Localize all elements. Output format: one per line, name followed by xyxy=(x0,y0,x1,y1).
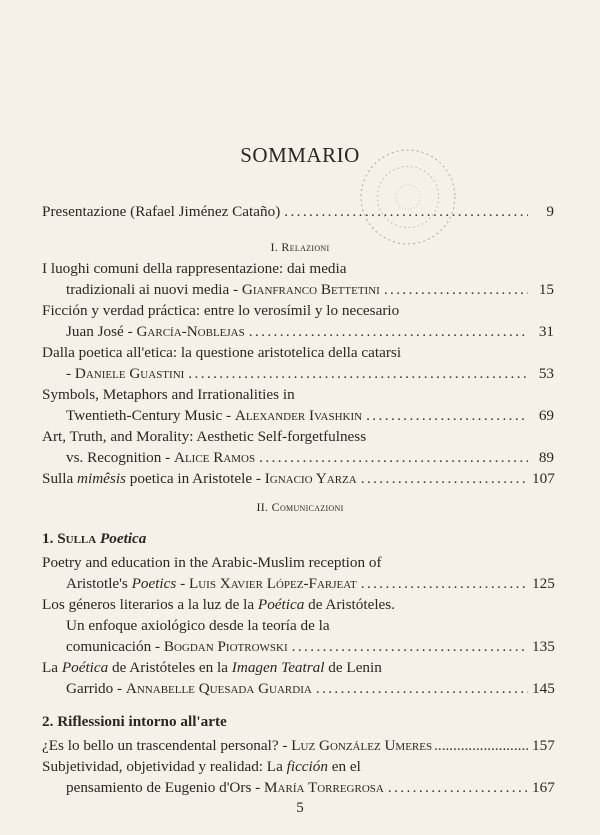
toc-entry-line xyxy=(42,300,554,321)
page-number: 157 xyxy=(532,737,555,754)
page-number: 31 xyxy=(538,323,554,340)
toc-entry-line xyxy=(42,735,554,756)
toc-entry-line xyxy=(42,426,554,447)
subsection-heading-arte: 2. Riflessioni intorno all'arte xyxy=(42,713,227,730)
entry-title: Presentazione (Rafael Jiménez Cataño) xyxy=(42,203,281,220)
toc-entry-line xyxy=(42,468,554,489)
dot-leader xyxy=(249,321,528,342)
dot-leader xyxy=(292,636,528,657)
dot-leader xyxy=(284,201,528,222)
page-number: 145 xyxy=(532,680,555,697)
toc-entry-line xyxy=(66,321,554,342)
entry-author: Alice Ramos xyxy=(174,449,256,466)
dot-leader xyxy=(361,468,528,489)
entry-author: Bogdan Piotrowski xyxy=(163,638,288,655)
toc-entry-line xyxy=(66,636,554,657)
page-folio: 5 xyxy=(296,800,304,816)
entry-title-cont: tradizionali ai nuovi media - Gianfranco Bettetini xyxy=(66,281,380,298)
entry-author: Luis Xavier López-Farjeat xyxy=(188,575,357,592)
entry-title-cont: - Daniele Guastini xyxy=(66,365,185,382)
section-heading-relazioni: I. Relazioni xyxy=(270,240,330,254)
entry-author: María Torregrosa xyxy=(264,779,384,796)
library-stamp-icon xyxy=(357,146,459,248)
entry-author: Daniele Guastini xyxy=(74,365,185,382)
entry-title: Symbols, Metaphors and Irrationalities in xyxy=(42,386,295,403)
toc-entry-line xyxy=(66,678,554,699)
page-title: SOMMARIO xyxy=(240,143,360,167)
toc-entry-line xyxy=(66,405,554,426)
entry-title: I luoghi comuni della rappresentazione: dai media xyxy=(42,260,347,277)
toc-entry-line xyxy=(66,615,554,636)
dot-leader xyxy=(259,447,528,468)
entry-title: Dalla poetica all'etica: la questione aristotelica della catarsi xyxy=(42,344,402,361)
entry-author: Ignacio Yarza xyxy=(264,470,357,487)
dot-leader xyxy=(388,777,528,798)
entry-title: Poetry and education in the Arabic-Muslim reception of xyxy=(42,554,382,571)
dot-leader xyxy=(434,735,530,756)
page-number: 125 xyxy=(532,575,555,592)
entry-title-cont: vs. Recognition - Alice Ramos xyxy=(66,449,256,466)
entry-title-cont: Un enfoque axiológico desde la teoría de la xyxy=(66,617,330,634)
entry-title-cont: comunicación - Bogdan Piotrowski xyxy=(66,638,288,655)
dot-leader xyxy=(366,405,528,426)
page-number: 15 xyxy=(538,281,554,298)
entry-author: García-Noblejas xyxy=(136,323,245,340)
entry-author: Alexander Ivashkin xyxy=(234,407,363,424)
entry-author: Annabelle Quesada Guardia xyxy=(125,680,312,697)
subsection-heading-poetica: 1. Sulla Poetica xyxy=(42,530,147,547)
dot-leader xyxy=(384,279,528,300)
toc-entry-line xyxy=(42,384,554,405)
entry-title-cont: pensamiento de Eugenio d'Ors - María Torregrosa xyxy=(66,779,384,796)
page-number: 89 xyxy=(538,449,554,466)
dot-leader xyxy=(361,573,528,594)
toc-entry-line xyxy=(42,258,554,279)
entry-title-cont: Juan José - García-Noblejas xyxy=(66,323,245,340)
page-number: 9 xyxy=(546,203,554,220)
page-number: 107 xyxy=(532,470,555,487)
entry-title: Sulla mimêsis poetica in Aristotele - Ignacio Yarza xyxy=(42,470,357,487)
toc-entry-line xyxy=(42,342,554,363)
toc-entry-line xyxy=(42,552,554,573)
dot-leader xyxy=(316,678,528,699)
toc-entry-line xyxy=(42,594,554,615)
page-number: 167 xyxy=(532,779,555,796)
page-number: 53 xyxy=(538,365,554,382)
toc-entry-line xyxy=(42,756,554,777)
entry-title-cont: Aristotle's Poetics - Luis Xavier López-Farjeat xyxy=(66,575,357,592)
entry-author: Luz González Umeres xyxy=(291,737,433,754)
toc-entry-line xyxy=(66,573,554,594)
dot-leader xyxy=(188,363,528,384)
entry-title: Los géneros literarios a la luz de la Poética de Aristóteles. xyxy=(42,596,395,613)
toc-entry-line xyxy=(66,447,554,468)
toc-entry-line xyxy=(42,657,554,678)
page-number: 69 xyxy=(538,407,554,424)
entry-author: Gianfranco Bettetini xyxy=(241,281,380,298)
toc-entry-line xyxy=(66,363,554,384)
entry-title-cont: Twentieth-Century Music - Alexander Ivashkin xyxy=(66,407,363,424)
section-heading-comunicazioni: II. Comunicazioni xyxy=(256,500,344,514)
entry-title: Art, Truth, and Morality: Aesthetic Self-forgetfulness xyxy=(42,428,367,445)
toc-entry-line xyxy=(66,777,554,798)
entry-title: Ficción y verdad práctica: entre lo verosímil y lo necesario xyxy=(42,302,400,319)
entry-title-cont: Garrido - Annabelle Quesada Guardia xyxy=(66,680,312,697)
entry-title: Subjetividad, objetividad y realidad: La ficción en el xyxy=(42,758,361,775)
page-number: 135 xyxy=(532,638,555,655)
entry-title: ¿Es lo bello un trascendental personal? - Luz González Umeres xyxy=(42,737,433,754)
toc-entry-line xyxy=(66,279,554,300)
toc-entry-presentazione xyxy=(42,201,554,222)
entry-title: La Poética de Aristóteles en la Imagen Teatral de Lenin xyxy=(42,659,382,676)
